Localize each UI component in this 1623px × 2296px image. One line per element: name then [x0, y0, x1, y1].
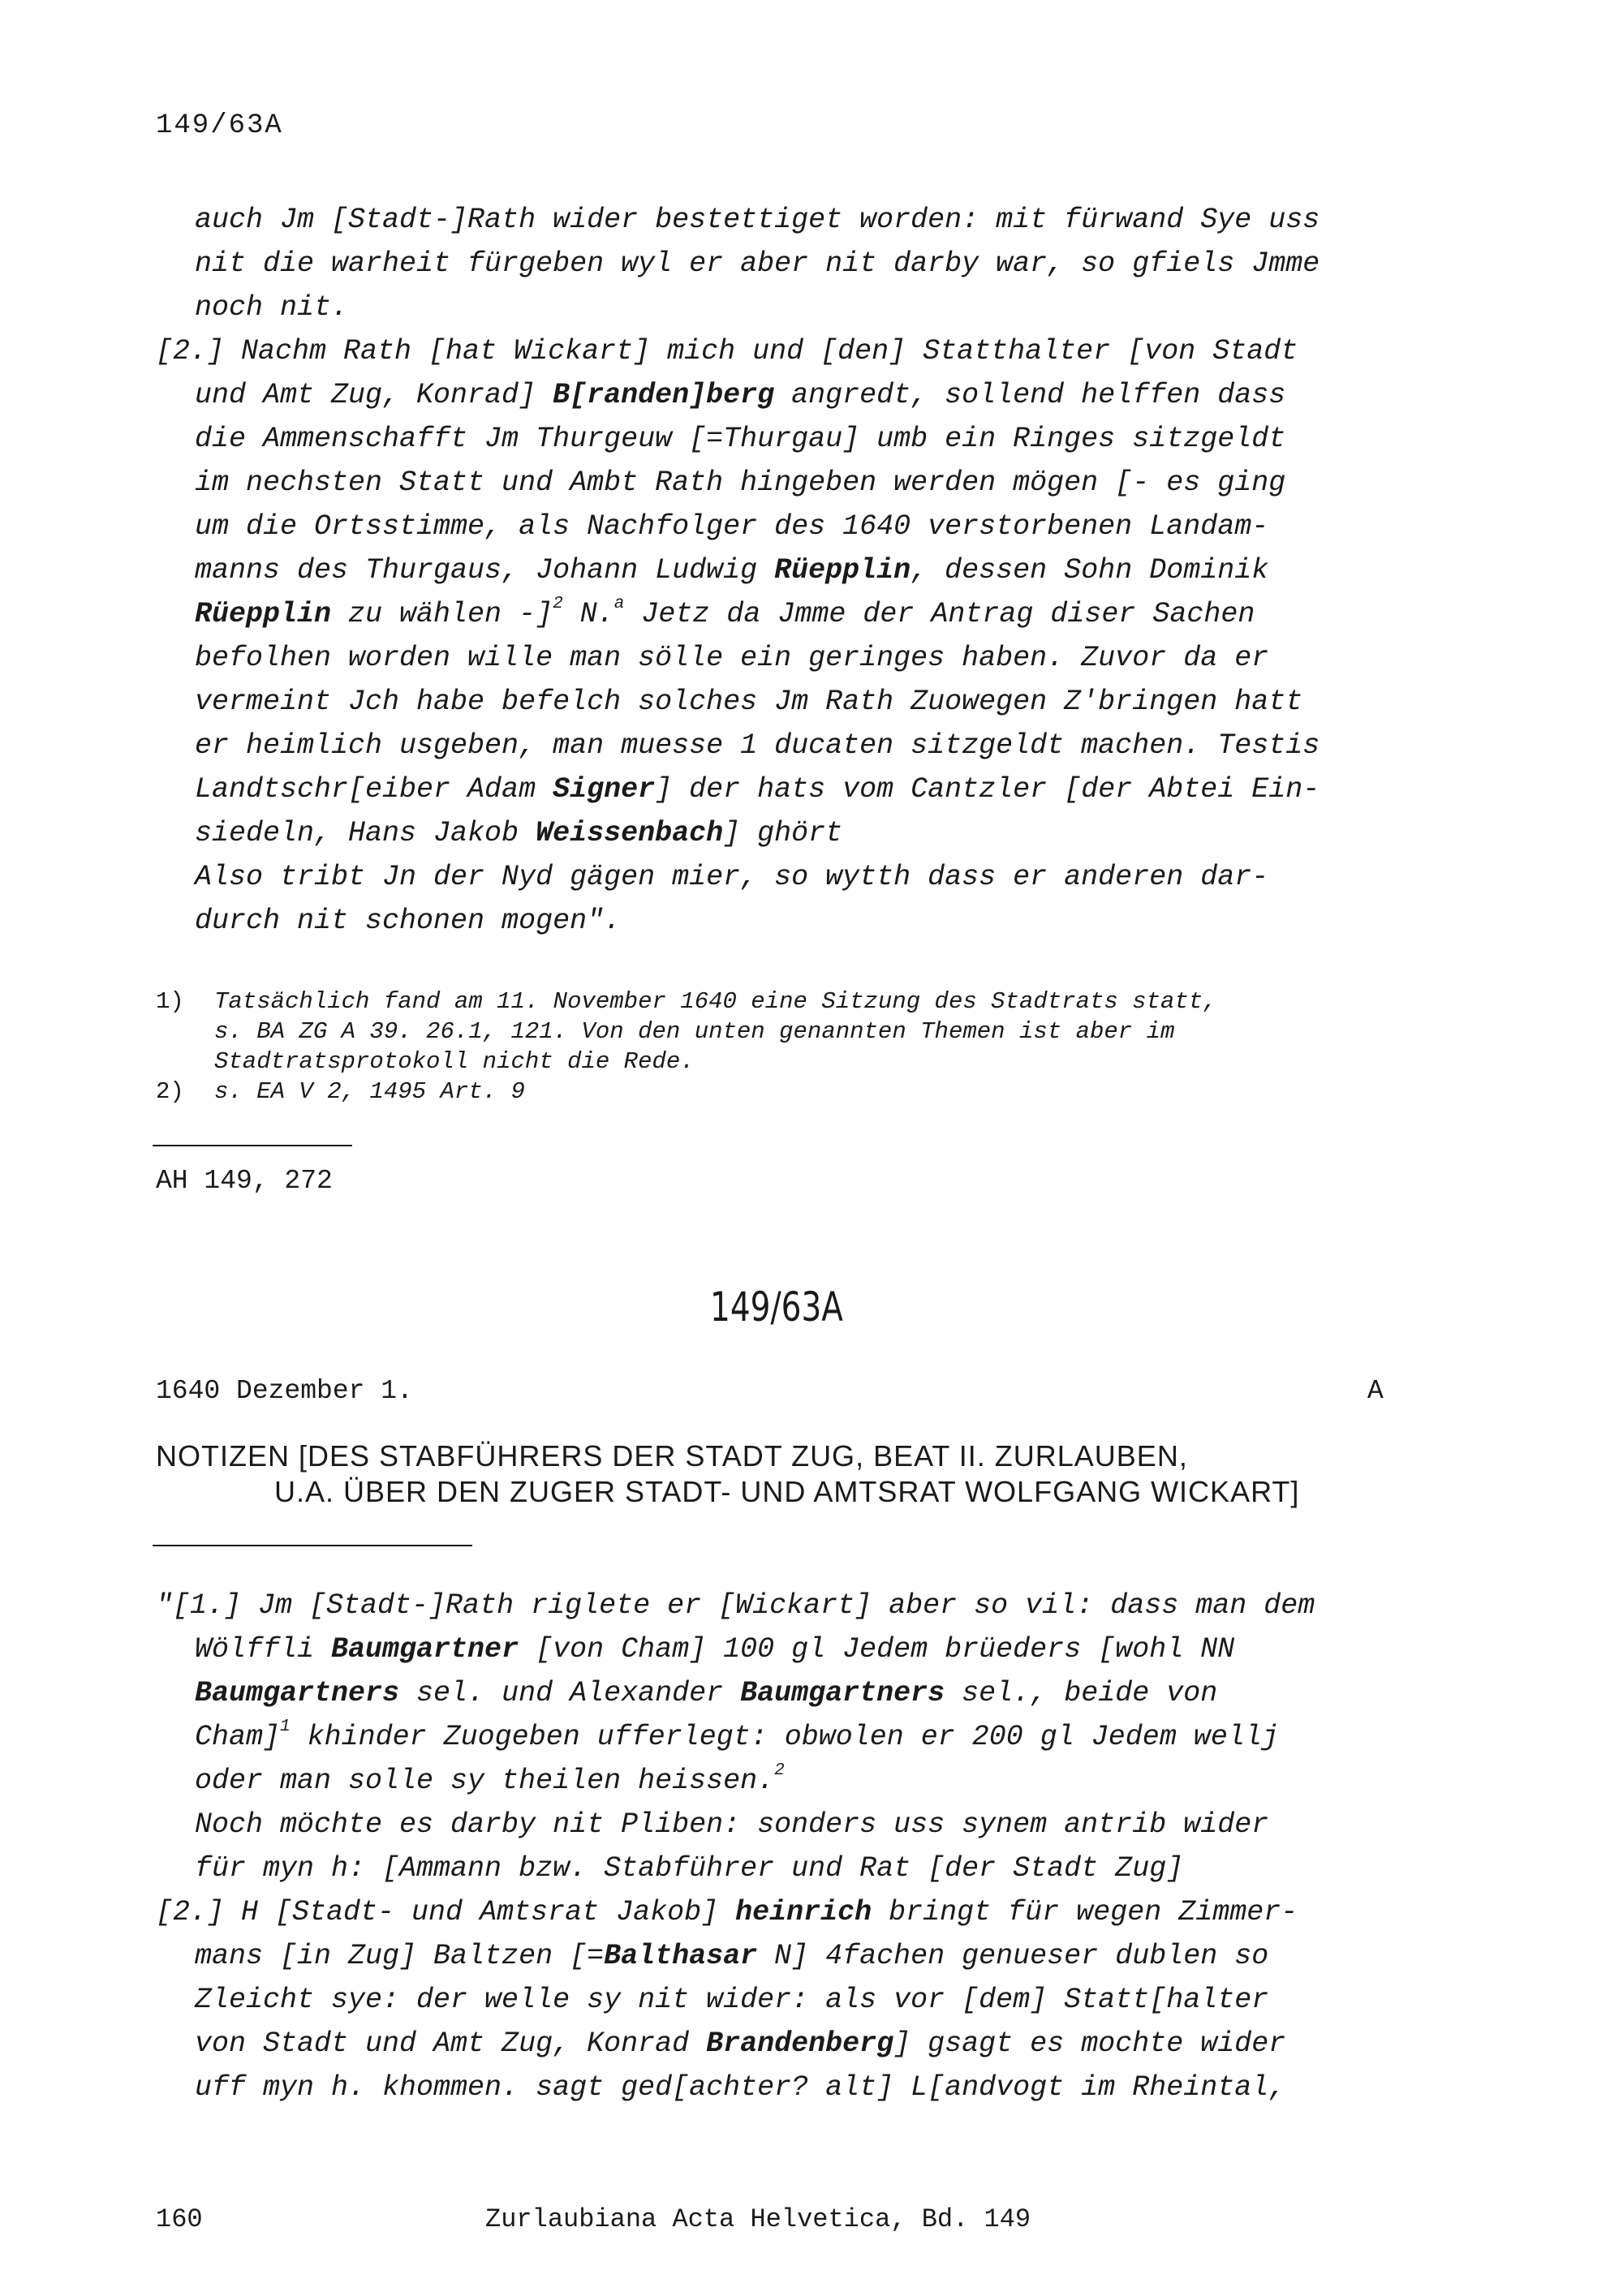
text-segment: manns des Thurgaus, Johann Ludwig — [195, 554, 775, 587]
text-line — [156, 1847, 1315, 1890]
text-segment: Wölffli — [195, 1633, 332, 1666]
bold-name: Balthasar — [604, 1940, 758, 1972]
text-line — [156, 329, 1319, 373]
footnote-number: 2) — [156, 1078, 184, 1105]
bold-name: Rüepplin — [195, 598, 332, 630]
publication-title: Zurlaubiana Acta Helvetica, Bd. 149 — [485, 2204, 1031, 2234]
text-line — [156, 636, 1319, 680]
text-segment: durch nit schonen mogen". — [195, 905, 622, 937]
text-segment: angredt, sollend helffen dass — [774, 379, 1286, 411]
document-number: 149/63A — [710, 1283, 843, 1331]
text-segment: siedeln, Hans Jakob — [195, 817, 536, 849]
footnote-line — [156, 987, 1217, 1017]
text-segment: khinder Zuogeben ufferlegt: obwolen er 200 gl Jedem wellj — [290, 1721, 1279, 1753]
text-segment: zu wählen -] — [331, 598, 553, 630]
bold-name: Brandenberg — [706, 2027, 894, 2060]
text-line — [156, 767, 1319, 811]
text-segment: Zleicht sye: der welle sy nit wider: als vor [dem] Statt[halter — [195, 1984, 1269, 2016]
text-segment: sel. und Alexander — [399, 1677, 741, 1709]
footnotes — [156, 987, 1217, 1107]
text-segment: und Amt Zug, Konrad] — [195, 379, 553, 411]
text-segment: nit die warheit fürgeben wyl er aber nit darby war, so gfiels Jmme — [195, 247, 1320, 280]
footnote-line — [156, 1047, 1217, 1077]
footnote-text: Tatsächlich fand am 11. November 1640 eine Sitzung des Stadtrats statt, — [214, 988, 1217, 1015]
text-segment: Jetz da Jmme der Antrag diser Sachen — [624, 598, 1255, 630]
text-line — [156, 1803, 1315, 1847]
text-segment: auch Jm [Stadt-]Rath wider bestettiget worden: mit fürwand Sye uss — [195, 204, 1320, 236]
footnote-text: Stadtratsprotokoll nicht die Rede. — [214, 1048, 695, 1075]
footnote-marker: 1 — [280, 1718, 291, 1737]
text-line — [156, 1978, 1315, 2022]
text-line — [156, 855, 1319, 899]
bold-name: heinrich — [735, 1896, 872, 1928]
title-separator — [153, 1545, 472, 1546]
text-segment: Cham] — [195, 1721, 281, 1753]
text-segment: oder man solle sy theilen heissen. — [195, 1765, 775, 1797]
page-header: 149/63A — [156, 110, 283, 141]
text-segment: von Stadt und Amt Zug, Konrad — [195, 2027, 707, 2060]
text-line — [156, 286, 1319, 329]
document-date: 1640 Dezember 1. — [156, 1376, 413, 1406]
text-segment: er heimlich usgeben, man muesse 1 ducaten sitzgeldt machen. Testis — [195, 729, 1320, 762]
continuation-text — [156, 198, 1319, 943]
text-line — [156, 1759, 1315, 1803]
document-title-line-1: NOTIZEN [DES STABFÜHRERS DER STADT ZUG, BEAT II. ZURLAUBEN, — [156, 1439, 1188, 1473]
text-line — [156, 242, 1319, 286]
text-line — [156, 373, 1319, 417]
footnote-line — [156, 1077, 1217, 1107]
document-title-line-2: U.A. ÜBER DEN ZUGER STADT- UND AMTSRAT WOLFGANG WICKART] — [274, 1475, 1300, 1508]
text-segment: , dessen Sohn Dominik — [911, 554, 1269, 587]
text-segment: vermeint Jch habe befelch solches Jm Rath Zuowegen Z'bringen hatt — [195, 686, 1303, 718]
bold-name: Baumgartner — [331, 1633, 519, 1666]
text-line — [156, 724, 1319, 767]
text-segment: im nechsten Statt und Ambt Rath hingeben werden mögen [- es ging — [195, 467, 1286, 499]
source-reference: AH 149, 272 — [156, 1166, 333, 1196]
text-line — [156, 1934, 1315, 1978]
text-segment: "[1.] Jm [Stadt-]Rath riglete er [Wickart] aber so vil: dass man dem — [156, 1589, 1315, 1622]
text-segment: bringt für wegen Zimmer- — [872, 1896, 1298, 1928]
text-segment: [2.] Nachm Rath [hat Wickart] mich und [den] Statthalter [von Stadt — [156, 335, 1298, 368]
bold-name: B[randen]berg — [553, 379, 775, 411]
text-segment: Landtschr[eiber Adam — [195, 773, 553, 806]
text-line — [156, 680, 1319, 724]
text-line — [156, 417, 1319, 461]
text-line — [156, 548, 1319, 592]
text-line — [156, 1890, 1315, 1934]
text-line — [156, 2066, 1315, 2109]
text-line — [156, 1715, 1315, 1759]
text-line — [156, 1671, 1315, 1715]
text-segment: die Ammenschafft Jm Thurgeuw [=Thurgau] umb ein Ringes sitzgeldt — [195, 423, 1286, 455]
document-body — [156, 1584, 1315, 2109]
text-segment: Also tribt Jn der Nyd gägen mier, so wytth dass er anderen dar- — [195, 861, 1269, 893]
text-segment: ] gsagt es mochte wider — [893, 2027, 1286, 2060]
text-line — [156, 1584, 1315, 1627]
bold-name: Rüepplin — [774, 554, 911, 587]
footnote-marker: a — [613, 595, 625, 614]
bold-name: Signer — [553, 773, 656, 806]
page-number: 160 — [156, 2204, 203, 2234]
footnote-text: s. EA V 2, 1495 Art. 9 — [214, 1078, 525, 1105]
text-line — [156, 2022, 1315, 2066]
text-line — [156, 461, 1319, 505]
text-segment: uff myn h. khommen. sagt ged[achter? alt] L[andvogt im Rheintal, — [195, 2071, 1286, 2104]
text-segment: [2.] H [Stadt- und Amtsrat Jakob] — [156, 1896, 736, 1928]
bold-name: Weissenbach — [536, 817, 724, 849]
footnote-line — [156, 1017, 1217, 1047]
document-type-code: A — [1367, 1376, 1384, 1406]
text-segment: befolhen worden wille man sölle ein geringes haben. Zuvor da er — [195, 642, 1269, 674]
text-segment: N] 4fachen genueser dublen so — [757, 1940, 1269, 1972]
bold-name: Baumgartners — [740, 1677, 945, 1709]
text-segment: für myn h: [Ammann bzw. Stabführer und Rat [der Stadt Zug] — [195, 1852, 1184, 1885]
footnote-text: s. BA ZG A 39. 26.1, 121. Von den unten genannten Themen ist aber im — [214, 1018, 1175, 1045]
text-line — [156, 1627, 1315, 1671]
text-segment: Noch möchte es darby nit Pliben: sonders uss synem antrib wider — [195, 1808, 1269, 1841]
text-segment: ] der hats vom Cantzler [der Abtei Ein- — [655, 773, 1320, 806]
text-segment: noch nit. — [195, 291, 349, 324]
text-line — [156, 811, 1319, 855]
footnote-marker: 2 — [553, 595, 563, 614]
footnote-separator — [153, 1145, 352, 1146]
text-segment: ] ghört — [723, 817, 843, 849]
bold-name: Baumgartners — [195, 1677, 400, 1709]
text-segment: N. — [562, 598, 614, 630]
text-line — [156, 505, 1319, 548]
text-segment: um die Ortsstimme, als Nachfolger des 1640 verstorbenen Landam- — [195, 510, 1269, 543]
text-segment: mans [in Zug] Baltzen [= — [195, 1940, 605, 1972]
text-line — [156, 198, 1319, 242]
footnote-marker: 2 — [774, 1761, 785, 1781]
text-segment: sel., beide von — [945, 1677, 1218, 1709]
footnote-number: 1) — [156, 988, 184, 1015]
text-line — [156, 592, 1319, 636]
text-line — [156, 899, 1319, 943]
text-segment: [von Cham] 100 gl Jedem brüeders [wohl NN — [519, 1633, 1235, 1666]
